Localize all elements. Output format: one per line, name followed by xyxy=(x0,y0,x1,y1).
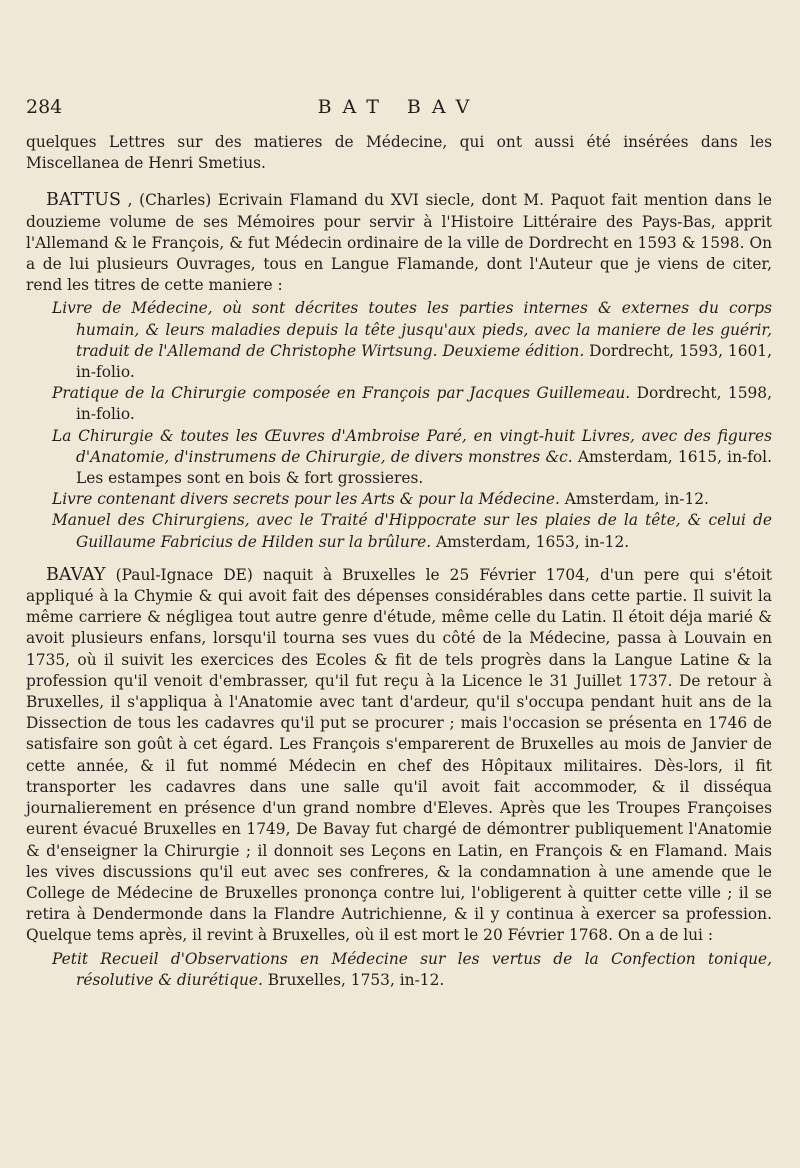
entry-heading-battus: BATTUS xyxy=(46,190,121,211)
work-item xyxy=(52,510,772,552)
entry-text-battus: , (Charles) Ecrivain Flamand du XVI siecle, dont M. Paquot fait mention dans le douzieme volume de ses Mémoires pour servir à l'Histoire Littéraire des Pays-Bas, apprit l'Allemand & le François, & fut Médecin ordinaire de la ville de Dordrecht en 1593 & 1598. On a de lui plusieurs Ouvrages, tous en Langue Flamande, dont l'Auteur que je viens de citer, rend les titres de cette maniere : xyxy=(26,191,772,295)
page-number: 284 xyxy=(26,96,63,118)
work-imprint: Amsterdam, in-12. xyxy=(564,490,709,509)
work-item xyxy=(52,426,772,490)
entry-bavay xyxy=(26,565,772,947)
intro-paragraph: quelques Lettres sur des matieres de Médecine, qui ont aussi été insérées dans les Miscellanea de Henri Smetius. xyxy=(26,133,772,173)
work-imprint: Amsterdam, 1615, in-fol. Les estampes sont en bois & fort grossieres. xyxy=(76,447,772,488)
work-title: La Chirurgie & toutes les Œuvres d'Ambroise Paré, en vingt-huit Livres, avec des figures d'Anatomie, d'instrumens de Chirurgie, de divers monstres &c. xyxy=(52,426,772,466)
work-title: Manuel des Chirurgiens, avec le Traité d'Hippocrate sur les plaies de la tête, & celui de Guillaume Fabricius de Hilden sur la brûlure. xyxy=(52,511,772,551)
work-imprint: Amsterdam, 1653, in-12. xyxy=(436,532,630,551)
work-title: Petit Recueil d'Observations en Médecine sur les vertus de la Confection tonique, résolutive & diurétique. xyxy=(52,949,772,989)
running-head: BAT BAV xyxy=(317,96,481,118)
page-header xyxy=(26,96,772,126)
work-imprint: Bruxelles, 1753, in-12. xyxy=(267,970,445,989)
entry-heading-bavay: BAVAY xyxy=(46,564,106,585)
works-list-battus xyxy=(26,298,772,552)
work-title: Livre contenant divers secrets pour les Arts & pour la Médecine. xyxy=(52,490,560,509)
work-imprint: Dordrecht, 1593, 1601, in-folio. xyxy=(76,341,772,382)
work-item xyxy=(52,949,772,991)
work-item xyxy=(52,489,772,510)
work-item xyxy=(52,298,772,383)
works-list-bavay xyxy=(26,949,772,991)
page-body xyxy=(26,132,772,991)
work-item xyxy=(52,383,772,425)
work-imprint: Dordrecht, 1598, in-folio. xyxy=(76,384,772,424)
entry-battus xyxy=(26,190,772,296)
work-title: Pratique de la Chirurgie composée en François par Jacques Guillemeau. xyxy=(52,384,631,403)
work-title: Livre de Médecine, où sont décrites toutes les parties internes & externes du corps humain, & leurs maladies depuis la tête jusqu'aux pieds, avec la maniere de les guérir, traduit de l'Allemand de Christophe Wirtsung. Deuxieme édition. xyxy=(52,299,772,360)
entry-text-bavay: (Paul-Ignace DE) naquit à Bruxelles le 25 Février 1704, d'un pere qui s'étoit appliqué à la Chymie & qui avoit fait des dépenses considérables dans cette partie. Il suivit la même carriere & négligea tout autre genre d'étude, même celle du Latin. Il étoit déja marié & avoit plusieurs enfans, lorsqu'il tourna ses vues du côté de la Médecine, passa à Louvain en 1735, où il suivit les exercices des Ecoles & fit de tels progrès dans la Langue Latine & la profession qu'il venoit d'embrasser, qu'il fut reçu à la Licence le 31 Juillet 1737. De retour à Bruxelles, il s'appliqua à l'Anatomie avec tant d'ardeur, qu'il s'occupa pendant huit ans de la Dissection de tous les cadavres qu'il put se procurer ; mais l'occasion se présenta en 1746 de satisfaire son goût à cet égard. Les François s'emparerent de Bruxelles au mois de Janvier de cette année, & il fut nommé Médecin en chef des Hôpitaux militaires. Dès-lors, il fit transporter les cadavres dans une salle qu'il avoit fait accommoder, & il disséqua journalierement en présence d'un grand nombre d'Eleves. Après que les Troupes Françoises eurent évacué Bruxelles en 1749, De Bavay fut chargé de démontrer publiquement l'Anatomie & d'enseigner la Chirurgie ; il donnoit ses Leçons en Latin, en François & en Flamand. Mais les vives discussions qu'il eut avec ses confreres, & la condamnation à une amende que le College de Médecine de Bruxelles prononça contre lui, l'obligerent à quitter cette ville ; il se retira à Dendermonde dans la Flandre Autrichienne, & il y continua à exercer sa profession. Quelque tems après, il revint à Bruxelles, où il est mort le 20 Février 1768. On a de lui : xyxy=(26,565,772,945)
